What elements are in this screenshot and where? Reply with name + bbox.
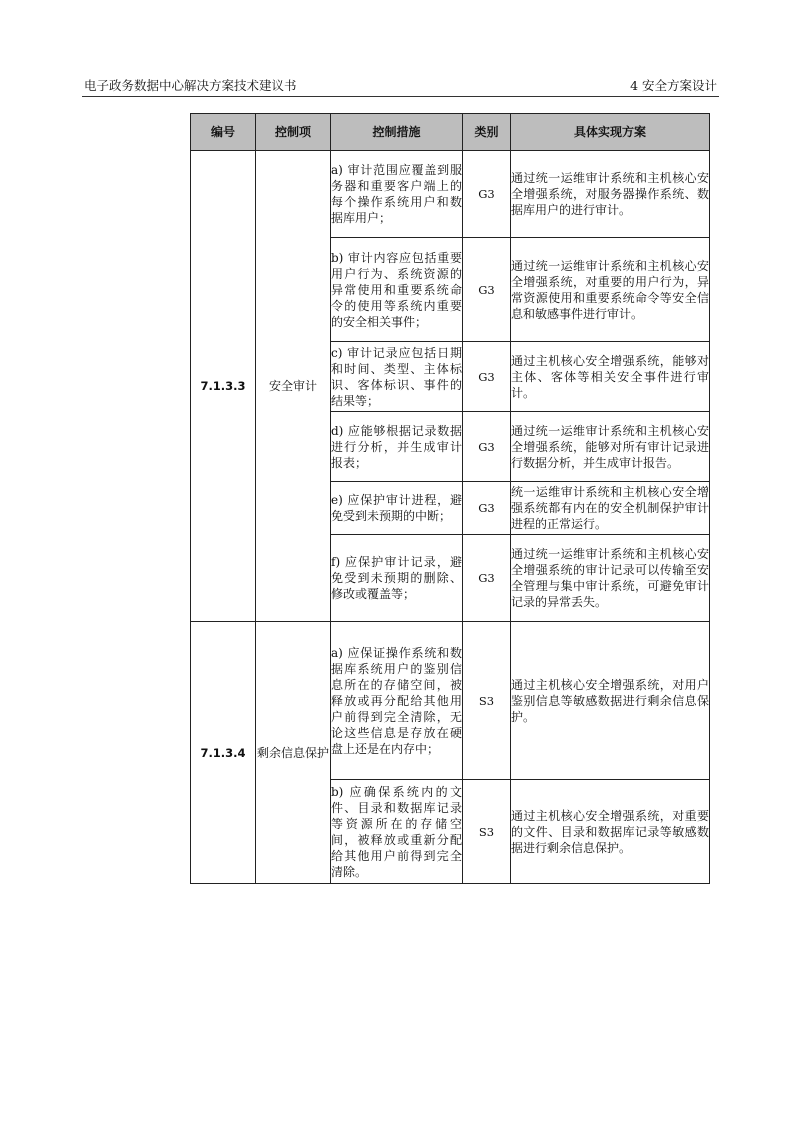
control-code: 7.1.3.4	[191, 622, 256, 884]
column-header-control-measure: 控制措施	[331, 114, 463, 151]
table-row	[191, 622, 710, 780]
implementation-cell: 通过统一运维审计系统和主机核心安全增强系统，能够对所有审计记录进行数据分析，并生成审计报告。	[511, 412, 710, 482]
column-header-code: 编号	[191, 114, 256, 151]
category-cell: G3	[463, 482, 511, 535]
category-cell: G3	[463, 151, 511, 238]
control-code: 7.1.3.3	[191, 151, 256, 622]
control-measure: b) 审计内容应包括重要用户行为、系统资源的异常使用和重要系统命令的使用等系统内重要的安全相关事件；	[331, 238, 463, 342]
control-measure: f) 应保护审计记录，避免受到未预期的删除、修改或覆盖等；	[331, 535, 463, 622]
control-measure: d) 应能够根据记录数据进行分析，并生成审计报表；	[331, 412, 463, 482]
control-measure: a) 审计范围应覆盖到服务器和重要客户端上的每个操作系统用户和数据库用户；	[331, 151, 463, 238]
category-cell: G3	[463, 535, 511, 622]
control-measure: e) 应保护审计进程，避免受到未预期的中断；	[331, 482, 463, 535]
control-item: 安全审计	[256, 151, 331, 622]
column-header-implementation: 具体实现方案	[511, 114, 710, 151]
page-header	[82, 78, 719, 97]
implementation-cell: 通过统一运维审计系统和主机核心安全增强系统，对重要的用户行为，异常资源使用和重要系统命令等安全信息和敏感事件进行审计。	[511, 238, 710, 342]
security-control-table	[190, 113, 710, 884]
control-measure: a) 应保证操作系统和数据库系统用户的鉴别信息所在的存储空间，被释放或再分配给其他用户前得到完全清除，无论这些信息是存放在硬盘上还是在内存中；	[331, 622, 463, 780]
category-cell: G3	[463, 342, 511, 412]
table-row	[191, 151, 710, 238]
implementation-cell: 统一运维审计系统和主机核心安全增强系统都有内在的安全机制保护审计进程的正常运行。	[511, 482, 710, 535]
control-item: 剩余信息保护	[256, 622, 331, 884]
control-measure: b) 应确保系统内的文件、目录和数据库记录等资源所在的存储空间，被释放或重新分配给其他用户前得到完全清除。	[331, 780, 463, 884]
implementation-cell: 通过主机核心安全增强系统，对重要的文件、目录和数据库记录等敏感数据进行剩余信息保护。	[511, 780, 710, 884]
control-measure: c) 审计记录应包括日期和时间、类型、主体标识、客体标识、事件的结果等；	[331, 342, 463, 412]
implementation-cell: 通过主机核心安全增强系统，能够对主体、客体等相关安全事件进行审计。	[511, 342, 710, 412]
table-header-row	[191, 114, 710, 151]
category-cell: S3	[463, 780, 511, 884]
document-title: 电子政务数据中心解决方案技术建议书	[84, 78, 297, 93]
category-cell: G3	[463, 412, 511, 482]
category-cell: G3	[463, 238, 511, 342]
implementation-cell: 通过主机核心安全增强系统，对用户鉴别信息等敏感数据进行剩余信息保护。	[511, 622, 710, 780]
category-cell: S3	[463, 622, 511, 780]
column-header-control-item: 控制项	[256, 114, 331, 151]
column-header-category: 类别	[463, 114, 511, 151]
implementation-cell: 通过统一运维审计系统和主机核心安全增强系统的审计记录可以传输至安全管理与集中审计系统，可避免审计记录的异常丢失。	[511, 535, 710, 622]
implementation-cell: 通过统一运维审计系统和主机核心安全增强系统，对服务器操作系统、数据库用户的进行审计。	[511, 151, 710, 238]
section-title: 4 安全方案设计	[630, 78, 717, 93]
